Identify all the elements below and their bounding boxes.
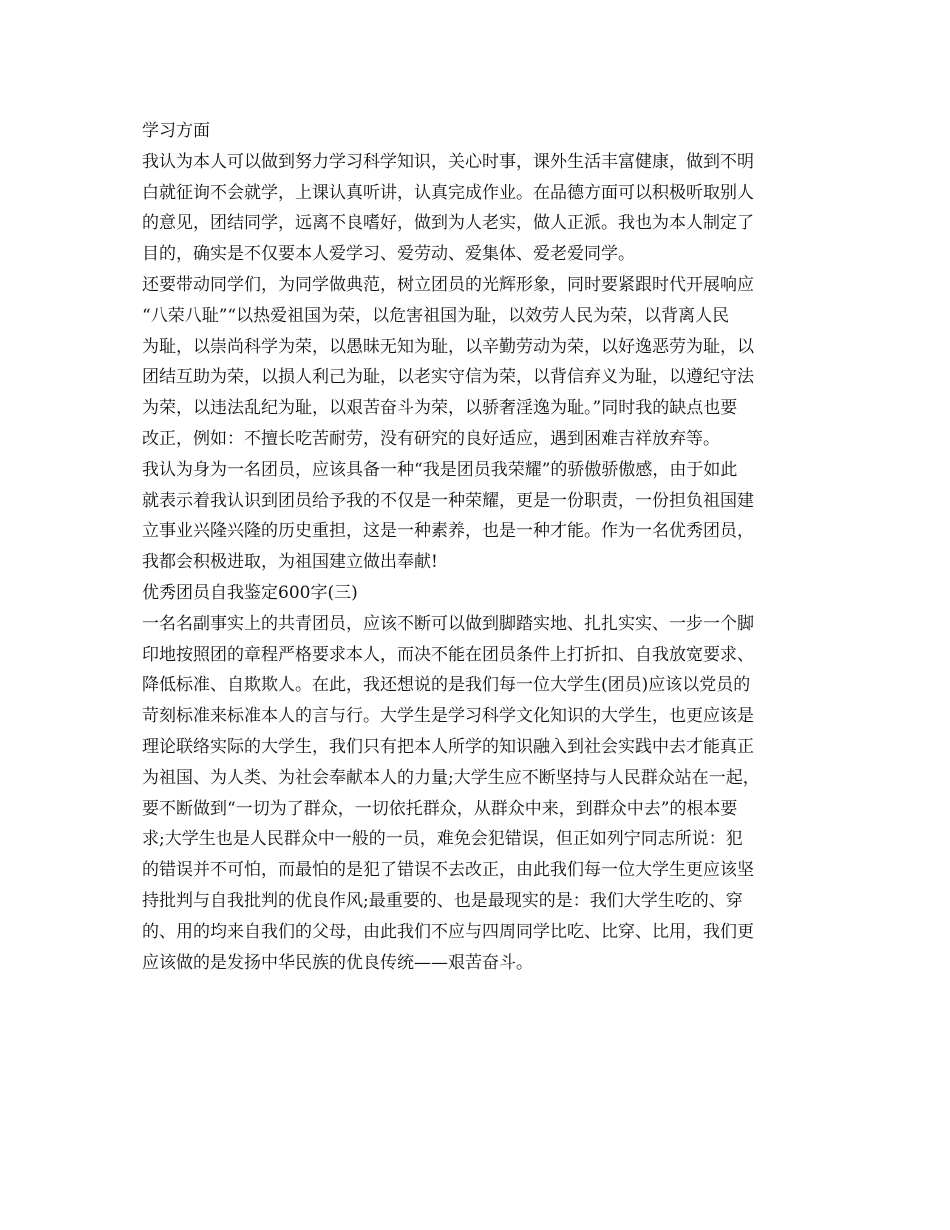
text-line: 团结互助为荣，以损人利己为耻，以老实守信为荣，以背信弃义为耻，以遵纪守法 [142, 367, 754, 388]
text-line: 应该做的是发扬中华民族的优良传统——艰苦奋斗。 [142, 952, 533, 973]
text-line: 白就征询不会就学，上课认真听讲，认真完成作业。在品德方面可以积极听取别人 [142, 182, 754, 203]
text-line: 求;大学生也是人民群众中一般的一员，难免会犯错误，但正如列宁同志所说：犯 [142, 829, 743, 850]
text-line: 为荣，以违法乱纪为耻，以艰苦奋斗为荣，以骄奢淫逸为耻。”同时我的缺点也要 [142, 398, 738, 419]
text-line: 目的，确实是不仅要本人爱学习、爱劳动、爱集体、爱老爱同学。 [142, 244, 635, 265]
text-line: 要不断做到“一切为了群众，一切依托群众，从群众中来，到群众中去”的根本要 [142, 798, 738, 819]
text-line: 降低标准、自欺欺人。在此，我还想说的是我们每一位大学生(团员)应该以党员的 [142, 675, 751, 696]
text-line: 还要带动同学们，为同学做典范，树立团员的光辉形象，同时要紧跟时代开展响应 [142, 274, 754, 295]
text-line: 的意见，团结同学，远离不良嗜好，做到为人老实，做人正派。我也为本人制定了 [142, 213, 754, 234]
text-line: 我认为本人可以做到努力学习科学知识，关心时事，课外生活丰富健康，做到不明 [142, 151, 754, 172]
text-line: 的、用的均来自我们的父母，由此我们不应与四周同学比吃、比穿、比用，我们更 [142, 921, 754, 942]
text-line: 苛刻标准来标准本人的言与行。大学生是学习科学文化知识的大学生，也更应该是 [142, 706, 754, 727]
text-line: 理论联络实际的大学生，我们只有把本人所学的知识融入到社会实践中去才能真正 [142, 736, 754, 757]
document-body [142, 116, 828, 978]
text-line: 我认为身为一名团员，应该具备一种“我是团员我荣耀”的骄傲骄傲感，由于如此 [142, 459, 738, 480]
text-line: 我都会积极进取，为祖国建立做出奉献! [142, 552, 438, 573]
text-line: 就表示着我认识到团员给予我的不仅是一种荣耀，更是一份职责，一份担负祖国建 [142, 490, 754, 511]
section-heading-self-appraisal: 优秀团员自我鉴定600字(三) [142, 582, 358, 603]
text-line: 改正，例如：不擅长吃苦耐劳，没有研究的良好适应，遇到困难吉祥放弃等。 [142, 428, 720, 449]
text-line: 的错误并不可怕，而最怕的是犯了错误不去改正，由此我们每一位大学生更应该坚 [142, 860, 754, 881]
text-line: 持批判与自我批判的优良作风;最重要的、也是最现实的是：我们大学生吃的、穿 [142, 890, 743, 911]
section-heading-study: 学习方面 [142, 121, 210, 141]
text-line: 为祖国、为人类、为社会奉献本人的力量;大学生应不断坚持与人民群众站在一起， [142, 767, 760, 788]
text-line: 立事业兴隆兴隆的历史重担，这是一种素养，也是一种才能。作为一名优秀团员， [142, 521, 754, 542]
text-line: “八荣八耻”“以热爱祖国为荣，以危害祖国为耻，以效劳人民为荣，以背离人民 [142, 305, 730, 326]
text-line: 为耻，以崇尚科学为荣，以愚昧无知为耻，以辛勤劳动为荣，以好逸恶劳为耻，以 [142, 336, 754, 357]
text-line: 一名名副事实上的共青团员，应该不断可以做到脚踏实地、扎扎实实、一步一个脚 [142, 613, 754, 634]
text-line: 印地按照团的章程严格要求本人，而决不能在团员条件上打折扣、自我放宽要求、 [142, 644, 754, 665]
